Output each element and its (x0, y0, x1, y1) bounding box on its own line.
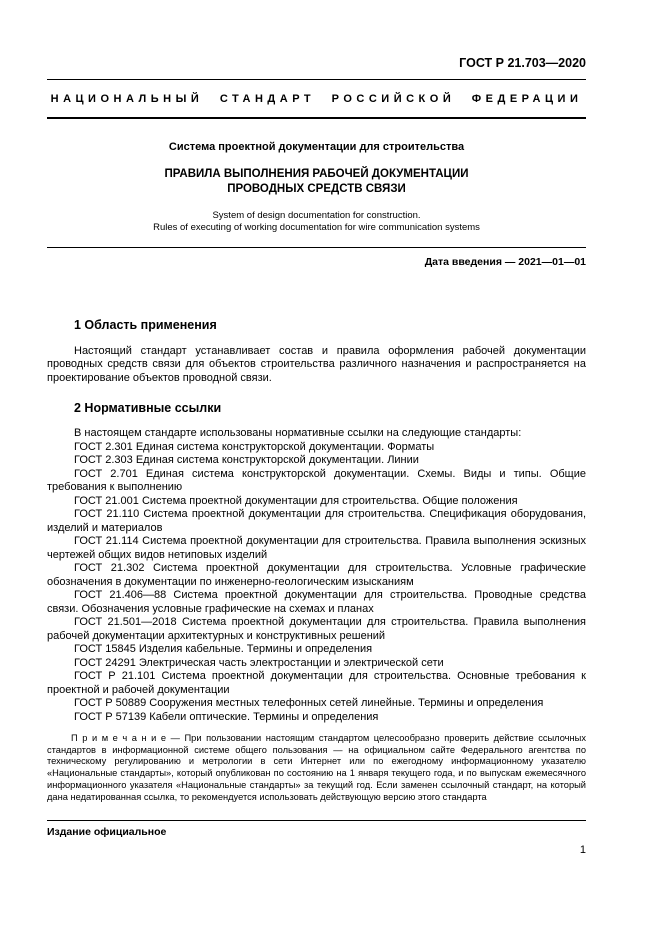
reference-item: ГОСТ 21.110 Система проектной документации для строительства. Спецификация оборудования, изделий и материалов (47, 508, 586, 534)
doc-title-english (47, 210, 586, 234)
reference-item: ГОСТ 15845 Изделия кабельные. Термины и определения (74, 643, 373, 655)
reference-item: ГОСТ Р 50889 Сооружения местных телефонных сетей линейные. Термины и определения (74, 697, 544, 709)
reference-item: ГОСТ 2.303 Единая система конструкторской документации. Линии (74, 454, 419, 466)
header-bottom-rule (47, 117, 586, 119)
effective-date: Дата введения — 2021—01—01 (424, 256, 586, 268)
reference-item: ГОСТ Р 57139 Кабели оптические. Термины и определения (74, 710, 379, 723)
reference-item: ГОСТ 21.501—2018 Система проектной документации для строительства. Правила выполнения рабочей документации архитектурных и конструктивных решений (47, 616, 586, 642)
doc-title (47, 167, 586, 197)
section-1-heading: 1 Область применения (74, 317, 217, 332)
doc-title-en-line-1: System of design documentation for construction. (212, 210, 421, 221)
page-footer (47, 820, 586, 857)
reference-item: ГОСТ Р 21.101 Система проектной документации для строительства. Основные требования к проектной и рабочей документации (47, 670, 586, 696)
national-standard-label: НАЦИОНАЛЬНЫЙ СТАНДАРТ РОССИЙСКОЙ ФЕДЕРАЦИИ (50, 93, 583, 105)
reference-item: ГОСТ 21.406—88 Система проектной документации для строительства. Проводные средства связи. Обозначения условные графические на схемах и планах (47, 589, 586, 615)
references-note: П р и м е ч а н и е — При пользовании настоящим стандартом целесообразно проверить действие ссылочных стандартов в информационной системе общего пользования — на официальном сайте Федерального агентства по техническому регулированию и метрологии в сети Интернет или по ежегодному информационному указателю «Национальные стандарты», который опубликован по состоянию на 1 января текущего года, и по выпускам ежемесячного информационного указателя «Национальные стандарты» за текущий год. Если заменен ссылочный стандарт, на который дана недатированная ссылка, то рекомендуется использовать действующую версию этого стандарта (47, 733, 586, 802)
doc-title-line-2: ПРОВОДНЫХ СРЕДСТВ СВЯЗИ (227, 183, 406, 195)
reference-item: ГОСТ 21.001 Система проектной документации для строительства. Общие положения (74, 494, 518, 507)
references-list (47, 441, 586, 725)
page-number: 1 (579, 843, 586, 856)
reference-item: ГОСТ 21.302 Система проектной документации для строительства. Условные графические обозначения в документации по инженерно-геологическим изысканиям (47, 562, 586, 588)
reference-item: ГОСТ 2.301 Единая система конструкторской документации. Форматы (74, 440, 435, 453)
footer-rule (47, 820, 586, 821)
system-title: Система проектной документации для строительства (168, 140, 465, 153)
official-edition-label: Издание официальное (47, 826, 167, 838)
reference-item: ГОСТ 2.701 Единая система конструкторской документации. Схемы. Виды и типы. Общие требования к выполнению (47, 467, 586, 493)
doc-number: ГОСТ Р 21.703—2020 (459, 56, 586, 70)
section-2-heading: 2 Нормативные ссылки (74, 401, 222, 415)
section-2-intro: В настоящем стандарте использованы нормативные ссылки на следующие стандарты: (74, 427, 522, 439)
doc-title-line-1: ПРАВИЛА ВЫПОЛНЕНИЯ РАБОЧЕЙ ДОКУМЕНТАЦИИ (164, 168, 469, 180)
reference-item: ГОСТ 24291 Электрическая часть электростанции и электрической сети (74, 656, 444, 669)
header-top-rule (47, 79, 586, 80)
doc-title-en-line-2: Rules of executing of working documentation for wire communication systems (153, 222, 480, 233)
section-1-paragraph: Настоящий стандарт устанавливает состав и правила оформления рабочей документации проводных средств связи для объектов строительства различного назначения и распространяется на проектирование объектов проводной связи. (47, 344, 586, 384)
reference-item: ГОСТ 21.114 Система проектной документации для строительства. Правила выполнения эскизных чертежей общих видов нетиповых изделий (47, 535, 586, 561)
date-rule (47, 247, 586, 248)
